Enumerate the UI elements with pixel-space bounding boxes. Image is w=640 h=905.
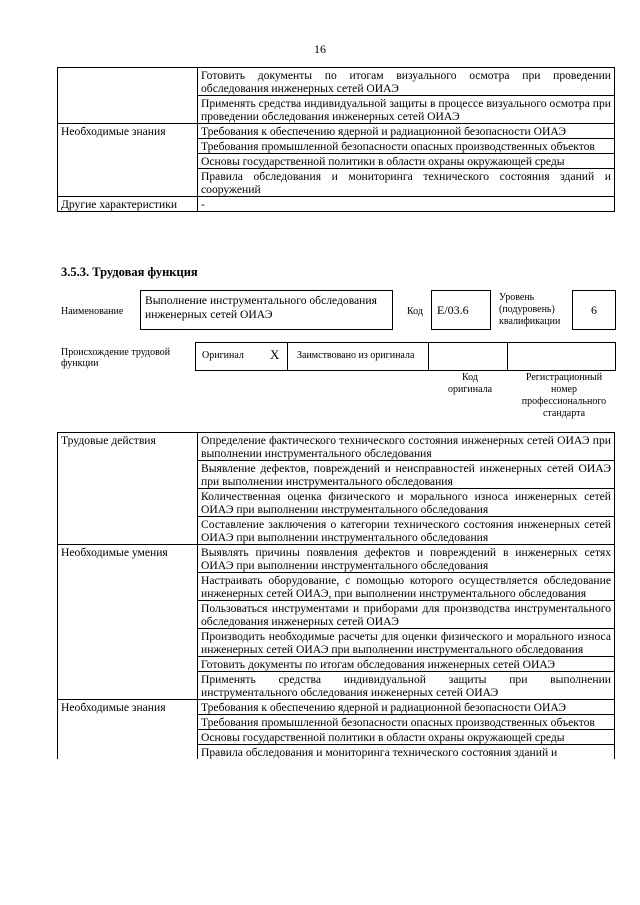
table-cell: Выявлять причины появления дефектов и повреждений в инженерных сетях ОИАЭ при выполнении инструментального обследования <box>198 545 615 573</box>
table-cell: Настраивать оборудование, с помощью которого осуществляется обследование инженерных сетей ОИАЭ, при выполнении инструментального обследования <box>198 573 615 601</box>
table-cell: Составление заключения о категории технического состояния инженерных сетей ОИАЭ при выполнении инструментального обследования <box>198 517 615 545</box>
table-cell: Требования промышленной безопасности опасных производственных объектов <box>198 139 615 154</box>
code-label: Код <box>407 306 423 317</box>
origin-label: Происхождение трудовой функции <box>61 347 171 369</box>
table-cell: Применять средства индивидуальной защиты в процессе визуального осмотра при проведении обследования инженерных сетей ОИАЭ <box>198 96 615 124</box>
code-caption: Код оригинала <box>447 372 493 395</box>
row-label-skills: Необходимые умения <box>58 545 198 700</box>
function-name: Выполнение инструментального обследования инженерных сетей ОИАЭ <box>145 294 377 321</box>
section-heading: 3.5.3. Трудовая функция <box>61 265 198 279</box>
reg-caption: Регистрационный номер профессионального стандарта <box>521 372 607 419</box>
table-cell: Требования промышленной безопасности опасных производственных объектов <box>198 715 615 730</box>
borrowed-label: Заимствовано из оригинала <box>297 350 415 361</box>
original-label: Оригинал <box>202 350 244 361</box>
table-cell: Основы государственной политики в области охраны окружающей среды <box>198 154 615 169</box>
row-label <box>58 68 198 124</box>
origin-divider-2 <box>428 342 429 370</box>
code-box <box>431 290 491 330</box>
table-cell: Применять средства индивидуальной защиты при выполнении инструментального обследования инженерных сетей ОИАЭ <box>198 672 615 700</box>
table-cell: Правила обследования и мониторинга технического состояния зданий и <box>198 745 615 760</box>
name-box <box>140 290 393 330</box>
table-cell: Требования к обеспечению ядерной и радиационной безопасности ОИАЭ <box>198 124 615 139</box>
name-label: Наименование <box>61 306 124 317</box>
row-label-knowledge: Необходимые знания <box>58 700 198 760</box>
table-cell: Пользоваться инструментами и приборами для производства инструментального обследования инженерных сетей ОИАЭ <box>198 601 615 629</box>
table-cell: Количественная оценка физического и морального износа инженерных сетей ОИАЭ при выполнении инструментального обследования <box>198 489 615 517</box>
labor-function-table <box>57 432 615 759</box>
table-cell: - <box>198 197 615 212</box>
level-value: 6 <box>591 303 597 317</box>
table-cell: Требования к обеспечению ядерной и радиационной безопасности ОИАЭ <box>198 700 615 715</box>
original-mark: X <box>270 347 280 362</box>
table-cell: Основы государственной политики в области охраны окружающей среды <box>198 730 615 745</box>
level-label: Уровень (подуровень) квалификации <box>499 292 561 327</box>
origin-divider-1 <box>287 342 288 370</box>
table-cell: Производить необходимые расчеты для оценки физического и морального износа инженерных сетей ОИАЭ при выполнении инструментального обследования <box>198 629 615 657</box>
origin-divider-3 <box>507 342 508 370</box>
function-code: E/03.6 <box>437 303 469 317</box>
requirements-table-continued <box>57 67 615 212</box>
row-label-actions: Трудовые действия <box>58 433 198 545</box>
row-label-knowledge: Необходимые знания <box>58 124 198 197</box>
level-box <box>572 290 616 330</box>
page-number: 16 <box>314 42 326 56</box>
table-cell: Выявление дефектов, повреждений и неисправностей инженерных сетей ОИАЭ при выполнении инструментального обследования <box>198 461 615 489</box>
table-cell: Готовить документы по итогам визуального осмотра при проведении обследования инженерных сетей ОИАЭ <box>198 68 615 96</box>
row-label-other: Другие характеристики <box>58 197 198 212</box>
table-cell: Определение фактического технического состояния инженерных сетей ОИАЭ при выполнении инструментального обследования <box>198 433 615 461</box>
table-cell: Готовить документы по итогам обследования инженерных сетей ОИАЭ <box>198 657 615 672</box>
table-cell: Правила обследования и мониторинга технического состояния зданий и сооружений <box>198 169 615 197</box>
